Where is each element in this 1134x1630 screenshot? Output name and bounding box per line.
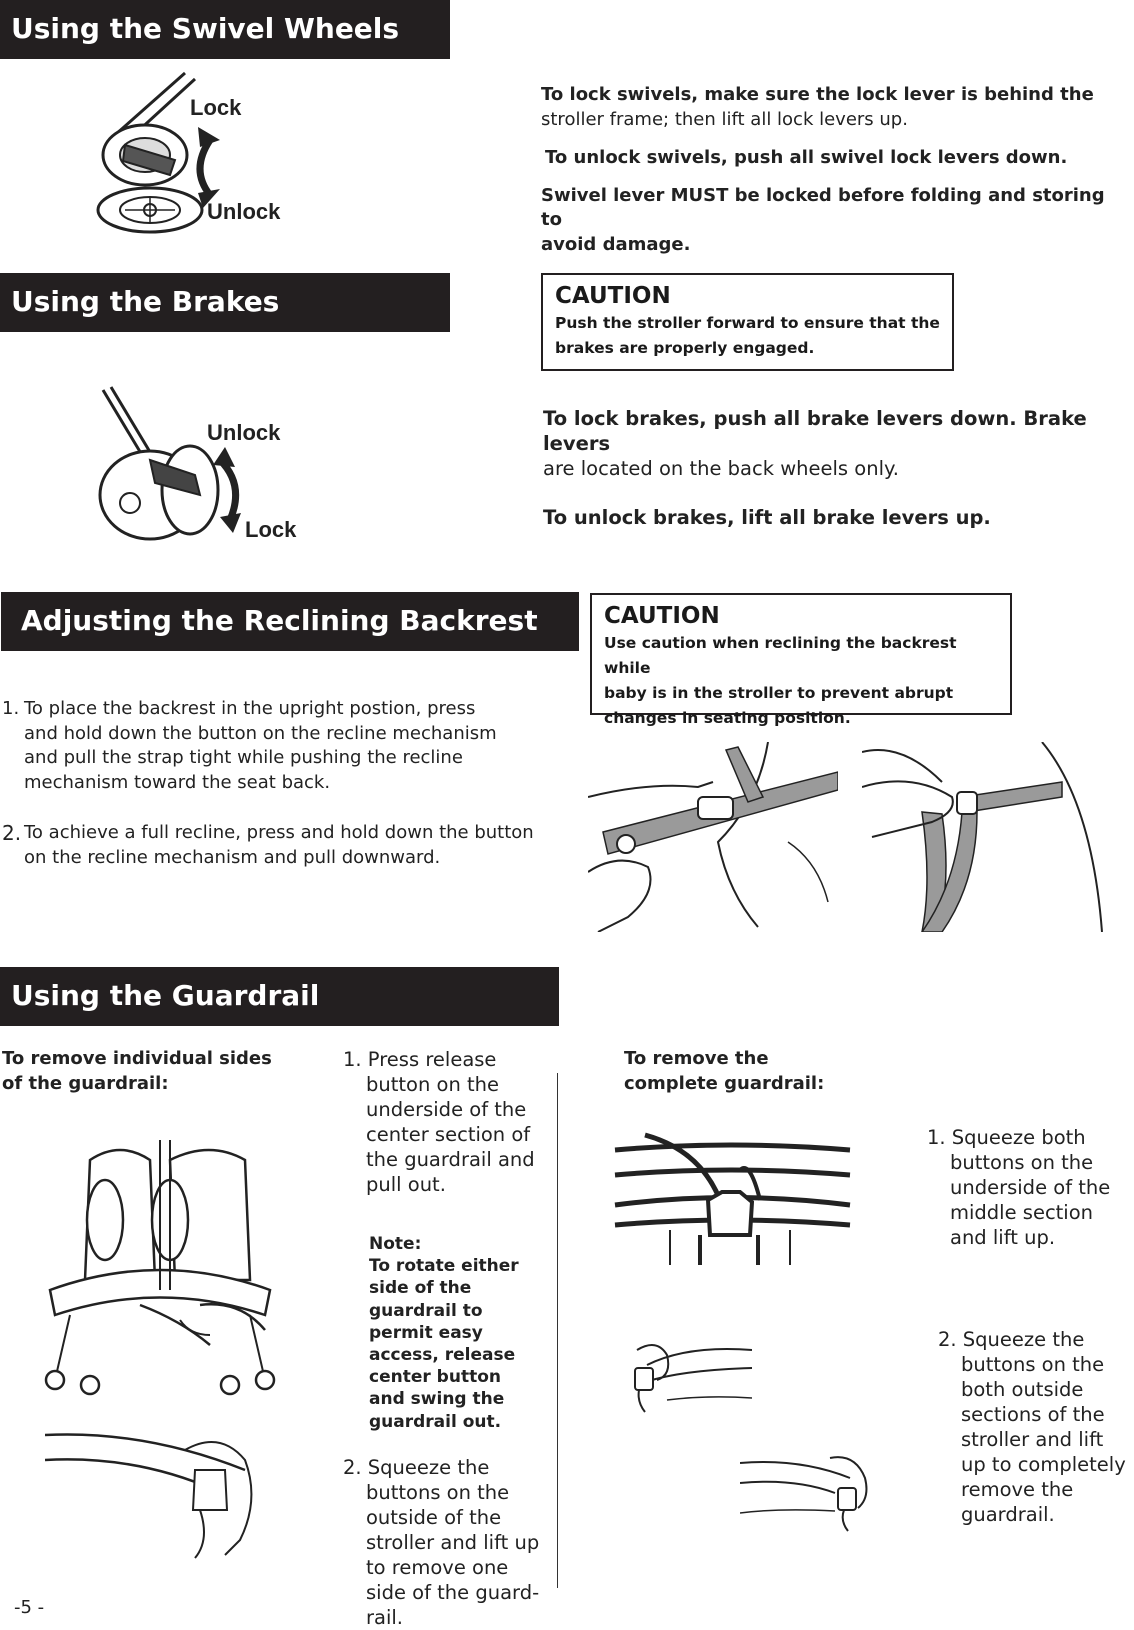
guardrail-complete-step-1-line: underside of the xyxy=(950,1176,1111,1199)
guardrail-note-line: Note: xyxy=(369,1234,422,1254)
guardrail-complete-step-2-line: buttons on the xyxy=(961,1353,1105,1376)
recline-strap-illustration-2 xyxy=(862,742,1107,932)
recline-strap-illustration-1 xyxy=(588,742,838,932)
recline-caution-line2: baby is in the stroller to prevent abrupt xyxy=(604,684,954,702)
recline-step-2-line: on the recline mechanism and pull downward. xyxy=(24,846,441,868)
guardrail-note-line: and swing the xyxy=(369,1389,505,1410)
swivel-p2: To unlock swivels, push all swivel lock levers down. xyxy=(545,147,1068,168)
guardrail-column-divider xyxy=(557,1073,558,1588)
guardrail-complete-step-1-line: middle section xyxy=(950,1201,1094,1224)
guardrail-note xyxy=(369,1233,559,1433)
brake-unlock-label: Unlock xyxy=(207,420,281,445)
recline-step-2-line: To achieve a full recline, press and hold down the button xyxy=(24,822,534,843)
guardrail-step-1 xyxy=(343,1047,563,1197)
brakes-p1-bold: To lock brakes, push all brake levers down. Brake levers xyxy=(543,407,1087,455)
guardrail-complete-heading xyxy=(624,1047,924,1096)
recline-caution-title: CAUTION xyxy=(604,603,720,629)
recline-step-1-line: To place the backrest in the upright postion, press xyxy=(24,698,476,719)
brake-wheel-illustration xyxy=(95,385,315,545)
guardrail-stroller-illustration xyxy=(30,1130,290,1400)
guardrail-step-1-line: center section of xyxy=(366,1123,531,1146)
page-number: -5 - xyxy=(14,1597,45,1618)
recline-step-1 xyxy=(2,697,562,795)
guardrail-step-1-line: pull out. xyxy=(366,1173,446,1196)
guardrail-note-line: permit easy xyxy=(369,1322,483,1343)
guardrail-center-button-illustration xyxy=(610,1130,855,1265)
brakes-caution-title: CAUTION xyxy=(555,283,671,309)
guardrail-note-line: center button xyxy=(369,1367,501,1388)
guardrail-complete-step-2-line: sections of the xyxy=(961,1403,1105,1426)
swivel-p1-bold: To lock swivels, make sure the lock lever is behind the xyxy=(541,84,1094,105)
recline-step-1-line: and hold down the button on the recline mechanism xyxy=(24,722,497,744)
guardrail-step-2-line: rail. xyxy=(366,1606,404,1629)
guardrail-complete-step-2-line: remove the xyxy=(961,1478,1074,1501)
guardrail-step-2-line: outside of the xyxy=(366,1506,502,1529)
brakes-caution-line1: Push the stroller forward to ensure that the xyxy=(555,314,940,332)
guardrail-complete-heading-line1: To remove the xyxy=(624,1048,769,1069)
brakes-p1-rest: are located on the back wheels only. xyxy=(543,457,899,480)
brakes-caution-box xyxy=(541,273,954,371)
guardrail-complete-step-1-line: 1. Squeeze both xyxy=(927,1126,1086,1149)
guardrail-step-1-line: 1. Press release xyxy=(343,1048,497,1071)
recline-caution-box xyxy=(590,593,1012,727)
brakes-p2: To unlock brakes, lift all brake levers up. xyxy=(543,506,991,529)
guardrail-individual-heading xyxy=(2,1047,302,1096)
guardrail-step-1-line: the guardrail and xyxy=(366,1148,535,1171)
recline-caution-line1: Use caution when reclining the backrest while xyxy=(604,634,957,677)
swivel-p3-line1: Swivel lever MUST be locked before folding and storing to xyxy=(541,184,1105,230)
guardrail-complete-step-2-line: stroller and lift xyxy=(961,1428,1104,1451)
guardrail-complete-step-2-line: 2. Squeeze the xyxy=(938,1328,1085,1351)
guardrail-complete-step-1 xyxy=(927,1125,1127,1250)
guardrail-note-line: side of the xyxy=(369,1278,472,1299)
swivel-instructions xyxy=(541,83,1111,257)
guardrail-step-2-line: to remove one xyxy=(366,1556,509,1579)
recline-step-2-number: 2. xyxy=(2,821,22,845)
guardrail-step-2 xyxy=(343,1455,568,1630)
guardrail-step-2-line: side of the guard- xyxy=(366,1581,540,1604)
guardrail-step-2-line: 2. Squeeze the xyxy=(343,1456,490,1479)
guardrail-note-line: guardrail to xyxy=(369,1300,483,1321)
guardrail-step-1-line: underside of the xyxy=(366,1098,527,1121)
swivel-wheel-illustration xyxy=(85,65,315,245)
guardrail-complete-step-2-line: up to completely xyxy=(961,1453,1126,1476)
recline-step-1-line: and pull the strap tight while pushing the recline xyxy=(24,747,463,768)
recline-step-2 xyxy=(2,821,562,870)
guardrail-section-title: Using the Guardrail xyxy=(0,967,559,1026)
recline-section-title: Adjusting the Reclining Backrest xyxy=(1,592,579,651)
swivel-p1-rest: stroller frame; then lift all lock levers up. xyxy=(541,108,908,130)
guardrail-step-2-line: stroller and lift up xyxy=(366,1531,540,1554)
swivel-unlock-label: Unlock xyxy=(207,199,281,224)
guardrail-individual-heading-line1: To remove individual sides xyxy=(2,1048,272,1069)
guardrail-step-2-line: buttons on the xyxy=(366,1481,510,1504)
guardrail-outside-button-illustration-2 xyxy=(740,1453,870,1533)
brake-lock-label: Lock xyxy=(245,517,297,542)
brakes-section-title: Using the Brakes xyxy=(0,273,450,332)
guardrail-note-line: access, release xyxy=(369,1345,516,1366)
guardrail-complete-step-2-line: both outside xyxy=(961,1378,1084,1401)
recline-step-1-line: mechanism toward the seat back. xyxy=(24,771,331,793)
recline-step-1-number: 1. xyxy=(2,698,20,719)
guardrail-complete-step-2 xyxy=(938,1327,1133,1527)
guardrail-complete-step-2-line: guardrail. xyxy=(961,1503,1055,1526)
guardrail-complete-heading-line2: complete guardrail: xyxy=(624,1072,825,1094)
guardrail-complete-step-1-line: buttons on the xyxy=(950,1151,1094,1174)
swivel-lock-label: Lock xyxy=(190,95,242,120)
swivel-p3-line2: avoid damage. xyxy=(541,233,691,255)
guardrail-individual-heading-line2: of the guardrail: xyxy=(2,1072,169,1094)
guardrail-note-line: To rotate either xyxy=(369,1256,519,1277)
recline-caution-line3: changes in seating position. xyxy=(604,709,851,727)
guardrail-note-line: guardrail out. xyxy=(369,1411,502,1432)
brakes-caution-line2: brakes are properly engaged. xyxy=(555,339,815,357)
guardrail-outside-button-illustration-1 xyxy=(627,1340,752,1415)
swivel-section-title: Using the Swivel Wheels xyxy=(0,0,450,59)
guardrail-side-button-illustration xyxy=(45,1430,265,1560)
guardrail-step-1-line: button on the xyxy=(366,1073,500,1096)
brakes-instructions xyxy=(543,406,1133,530)
guardrail-complete-step-1-line: and lift up. xyxy=(950,1226,1056,1249)
